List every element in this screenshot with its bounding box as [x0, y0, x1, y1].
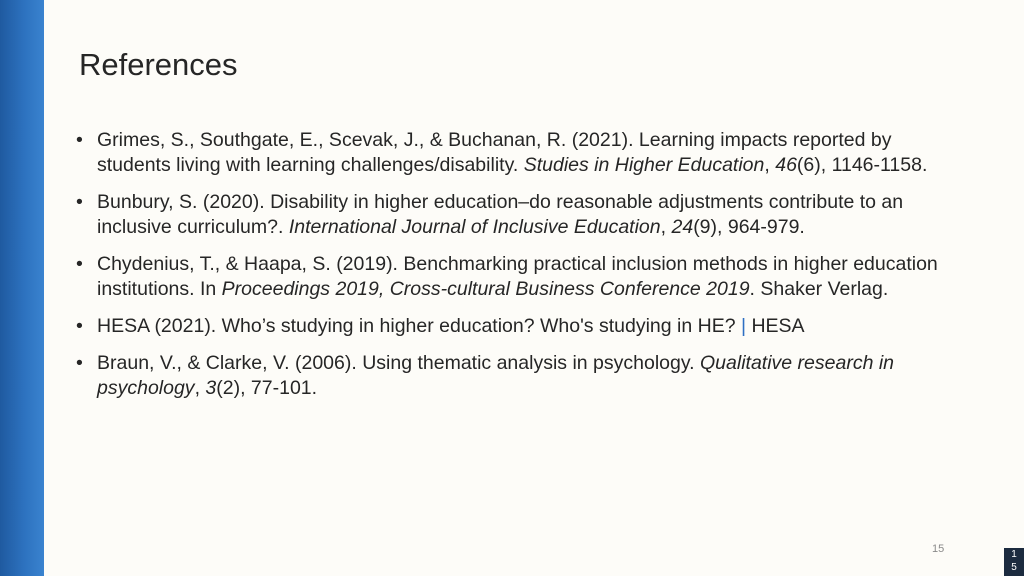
- reference-link-source[interactable]: HESA: [746, 315, 805, 337]
- separator: ,: [194, 377, 206, 399]
- bullet-marker: •: [76, 253, 83, 275]
- proceedings-title: Proceedings 2019, Cross-cultural Business Conference 2019: [221, 278, 750, 300]
- journal-volume: 24: [671, 216, 694, 238]
- journal-volume: 3: [205, 377, 217, 399]
- slide-title: References: [79, 47, 238, 82]
- link-separator-pipe: |: [740, 315, 747, 337]
- corner-digit: 5: [1011, 562, 1017, 573]
- reference-text: Bunbury, S. (2020). Disability in higher education–do reasonable adjustments contribute to an inclusive curriculum?.: [97, 191, 904, 238]
- separator: ,: [764, 154, 776, 176]
- corner-digit: 1: [1011, 549, 1017, 560]
- reference-item-grimes: [76, 128, 956, 178]
- reference-item-hesa[interactable]: [76, 314, 956, 339]
- reference-text: Chydenius, T., & Haapa, S. (2019). Benchmarking practical inclusion methods in higher education institutions. In: [97, 253, 938, 300]
- separator: ,: [660, 216, 672, 238]
- bullet-marker: •: [76, 191, 83, 213]
- reference-item-chydenius: [76, 252, 956, 302]
- bullet-marker: •: [76, 129, 83, 151]
- journal-volume: 46: [775, 154, 797, 176]
- bullet-marker: •: [76, 352, 83, 374]
- reference-pages: (2), 77-101.: [216, 377, 318, 399]
- reference-link-text[interactable]: HESA (2021). Who’s studying in higher education? Who's studying in HE?: [97, 315, 741, 337]
- journal-title: Qualitative research in psychology: [97, 352, 895, 399]
- journal-title: International Journal of Inclusive Education: [288, 216, 661, 238]
- bullet-marker: •: [76, 315, 83, 337]
- corner-slide-number: [1004, 548, 1024, 576]
- reference-text: Braun, V., & Clarke, V. (2006). Using thematic analysis in psychology.: [97, 352, 700, 374]
- left-accent-bar: [0, 0, 44, 576]
- journal-title: Studies in Higher Education: [523, 154, 765, 176]
- page-number: 15: [932, 543, 945, 555]
- reference-text: Grimes, S., Southgate, E., Scevak, J., & Buchanan, R. (2021). Learning impacts reported by students living with learning challenges/disability.: [97, 129, 892, 176]
- reference-pages: (6), 1146-1158.: [796, 154, 928, 176]
- reference-publisher: . Shaker Verlag.: [749, 278, 889, 300]
- reference-list: [76, 128, 956, 413]
- reference-item-braun: [76, 351, 956, 401]
- reference-item-bunbury: [76, 190, 956, 240]
- reference-pages: (9), 964-979.: [693, 216, 805, 238]
